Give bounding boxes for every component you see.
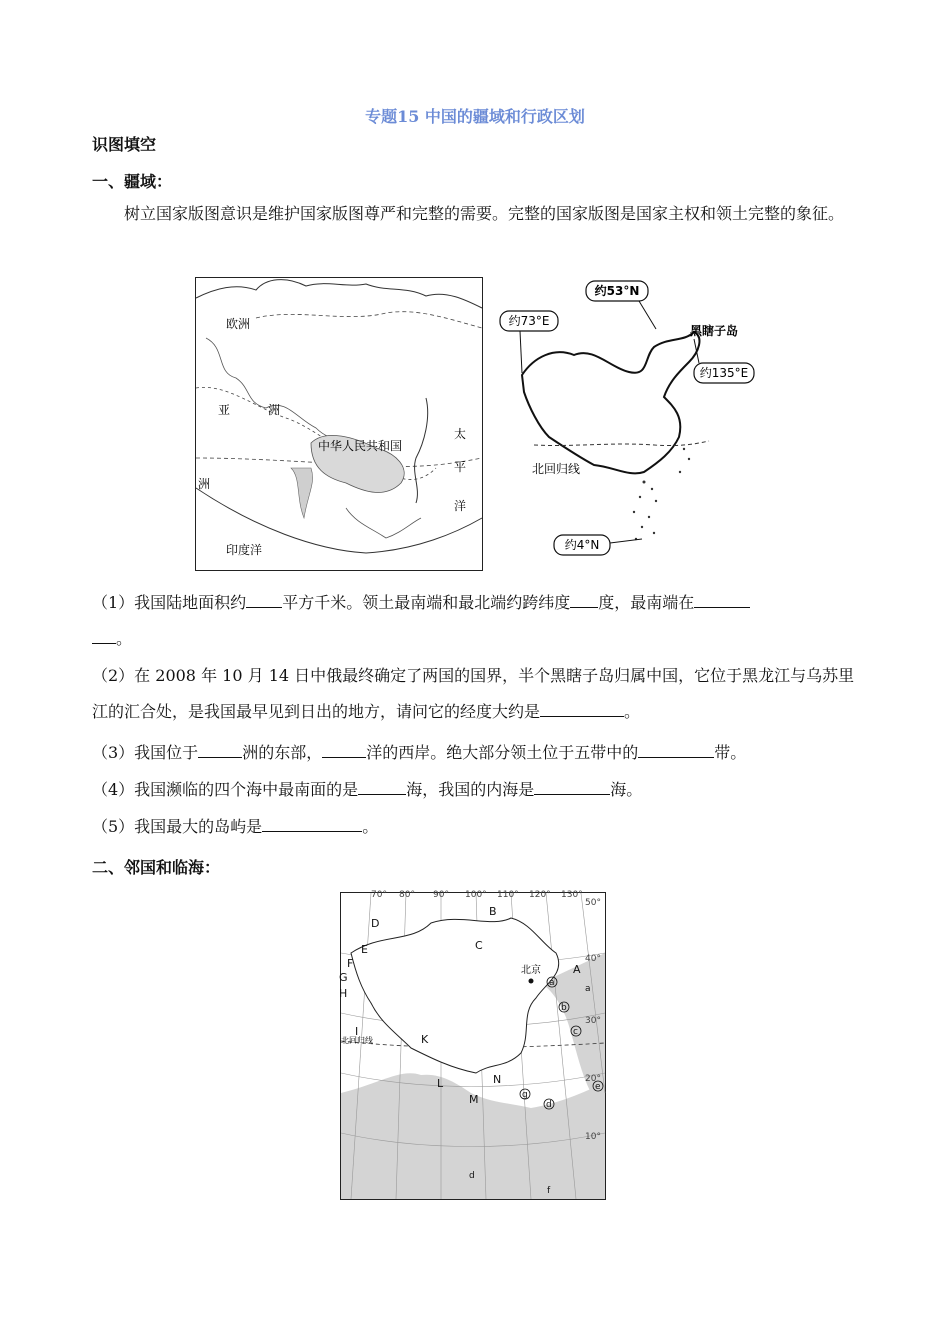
circled-g: g <box>522 1090 528 1100</box>
asia-map <box>195 277 483 571</box>
tick-130: 130° <box>561 890 583 900</box>
answer-blank-latitude-span[interactable] <box>570 591 598 608</box>
label-africa-fragment: 洲 <box>198 477 211 491</box>
tick-120: 120° <box>529 890 551 900</box>
circled-a: a <box>549 978 555 988</box>
tick-70: 70° <box>371 890 387 900</box>
label-D: D <box>371 917 380 930</box>
label-A: A <box>573 963 581 976</box>
label-G: G <box>339 971 348 984</box>
label-53n: 约53°N <box>594 284 640 298</box>
section2-heading: 二、邻国和临海： <box>92 858 221 877</box>
page-title: 专题15 中国的疆域和行政区划 <box>365 107 585 126</box>
label-indian-ocean: 印度洋 <box>226 543 263 557</box>
question-4: （4）我国濒临的四个海中最南面的是 海，我国的内海是 海。 <box>92 780 643 799</box>
section-main-heading: 识图填空 <box>92 135 157 154</box>
circled-b: b <box>561 1003 567 1013</box>
label-tropic-2: 北回归线 <box>341 1036 373 1045</box>
answer-blank-largest-island[interactable] <box>262 815 362 832</box>
label-pacific-1: 太 <box>454 427 467 441</box>
answer-blank-zone[interactable] <box>638 741 714 758</box>
section1-heading: 一、疆域： <box>92 172 173 191</box>
tick-30: 30° <box>585 1016 601 1026</box>
question-3: （3）我国位于 洲的东部， 洋的西岸。绝大部分领土位于五带中的 带。 <box>92 743 747 762</box>
answer-blank-continent[interactable] <box>198 741 242 758</box>
label-K: K <box>421 1033 429 1046</box>
label-tropic: 北回归线 <box>532 462 581 476</box>
section1-intro: 树立国家版图意识是维护国家版图尊严和完整的需要。完整的国家版图是国家主权和领土完整的象征。 <box>124 204 845 223</box>
label-pacific-3: 洋 <box>454 499 467 513</box>
label-asia-1: 亚 <box>218 403 231 417</box>
label-europe: 欧洲 <box>226 317 251 331</box>
question-2: （2）在 2008 年 10 月 14 日中俄最终确定了两国的国界，半个黑瞎子岛归属中国，它位于黑龙江与乌苏里江的汇合处，是我国最早见到日出的地方，请问它的经度大约是 。 <box>92 666 855 721</box>
question-5: （5）我国最大的岛屿是 。 <box>92 817 379 836</box>
label-heixiazi: 黑瞎子岛 <box>690 324 739 338</box>
answer-blank-longitude[interactable] <box>540 700 624 717</box>
tick-40: 40° <box>585 954 601 964</box>
tick-100: 100° <box>465 890 487 900</box>
label-E: E <box>361 943 368 956</box>
circled-c: c <box>573 1027 578 1037</box>
label-pacific-2: 平 <box>454 460 467 474</box>
label-beijing: 北京 <box>521 965 541 976</box>
small-f: f <box>547 1186 551 1196</box>
china-outline-map <box>494 277 756 569</box>
neighbors-seas-drawing <box>339 890 605 1199</box>
china-outline-drawing <box>494 277 756 569</box>
label-N: N <box>493 1073 502 1086</box>
small-a: a <box>585 984 591 994</box>
tick-10: 10° <box>585 1132 601 1142</box>
answer-blank-southernmost-cont[interactable] <box>92 627 116 644</box>
label-M: M <box>469 1093 479 1106</box>
label-73e: 约73°E <box>508 314 550 328</box>
tick-50: 50° <box>585 898 601 908</box>
label-C: C <box>475 939 483 952</box>
label-I: I <box>355 1025 359 1038</box>
answer-blank-ocean[interactable] <box>322 741 366 758</box>
label-4n: 约4°N <box>564 538 600 552</box>
tick-20: 20° <box>585 1074 601 1084</box>
circled-e: e <box>595 1082 601 1092</box>
label-asia-2: 洲 <box>268 403 281 417</box>
circled-d: d <box>546 1100 552 1110</box>
label-135e: 约135°E <box>699 366 749 380</box>
label-F: F <box>347 957 354 970</box>
asia-map-drawing <box>196 278 482 570</box>
answer-blank-southernmost[interactable] <box>694 591 750 608</box>
label-H: H <box>339 987 348 1000</box>
neighbors-seas-map <box>340 892 606 1200</box>
answer-blank-inland-sea[interactable] <box>534 778 610 795</box>
tick-90: 90° <box>433 890 449 900</box>
question-1: （1）我国陆地面积约 平方千米。领土最南端和最北端约跨纬度 度，最南端在 。 <box>92 585 860 657</box>
label-B: B <box>489 905 497 918</box>
answer-blank-land-area[interactable] <box>246 591 282 608</box>
tick-80: 80° <box>399 890 415 900</box>
label-prc: 中华人民共和国 <box>318 439 403 453</box>
small-d: d <box>469 1171 475 1181</box>
label-L: L <box>437 1077 444 1090</box>
tick-110: 110° <box>497 890 519 900</box>
answer-blank-south-sea[interactable] <box>358 778 406 795</box>
